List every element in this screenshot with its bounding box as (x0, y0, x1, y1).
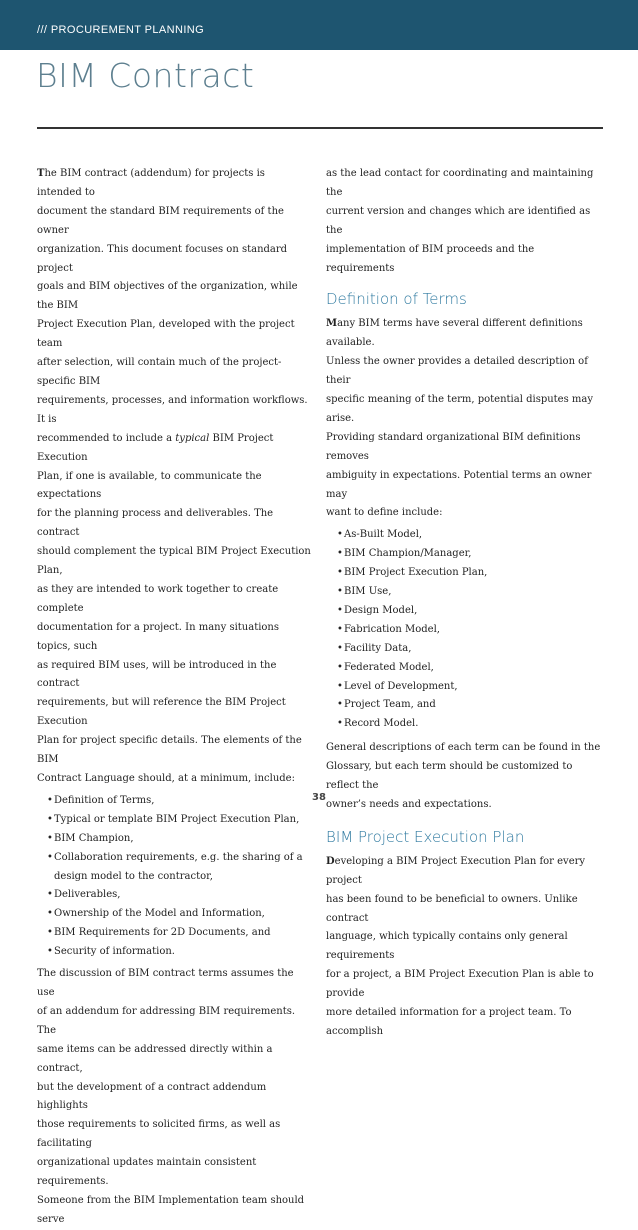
contract-elements-list (37, 792, 312, 962)
execution-plan-dropcap: D (326, 855, 335, 867)
list-item: •Level of Development, (337, 680, 458, 692)
list-item: •As-Built Model, (337, 529, 423, 541)
list-item: •Federated Model, (337, 661, 434, 673)
list-item: •BIM Project Execution Plan, (337, 567, 488, 579)
definitions-closing-paragraph: General descriptions of each term can be found in the Glossary, but each term should be customized to reflect the owner’s needs and expectations. (326, 742, 601, 810)
intro-paragraph (37, 165, 312, 789)
execution-plan-paragraph (326, 853, 604, 1042)
page-title: BIM Contract (36, 56, 255, 95)
list-item: •Facility Data, (337, 642, 412, 654)
intro-dropcap: T (37, 168, 45, 179)
bim-execution-plan-heading: BIM Project Execution Plan (326, 827, 525, 846)
right-column (326, 165, 604, 1042)
terms-list (326, 526, 604, 734)
definitions-dropcap: M (326, 318, 338, 330)
list-item: •Project Team, and (337, 699, 436, 711)
section-label: /// PROCUREMENT PLANNING (37, 24, 205, 36)
continuation-paragraph: as the lead contact for coordinating and maintaining the current version and changes which are identified as the implementation of BIM proceeds and the requirements (326, 168, 594, 274)
list-item: •Deliverables, (47, 889, 121, 901)
list-item: •Design Model, (337, 604, 418, 616)
intro-text-part2: BIM Project Execution Plan, if one is available, to communicate the expectations for the planning process and deliverables. The contract should complement the typical BIM Project Execution Plan, as they are intended to work together to create complete documentation for a project. In many situations topics, such as required BIM uses, will be introduced in the contract requirements, but will reference the BIM Project Execution Plan for project specific details. The elements of the BIM Contract Language should, at a minimum, include: (37, 432, 311, 784)
execution-plan-text: eveloping a BIM Project Execution Plan for every project has been found to be beneficial to owners. Unlike contract language, which typically contains only general requirements for a project, a BIM Project Execution Plan is able to provide more detailed information for a project team. To accomplish (326, 855, 594, 1037)
definitions-text: any BIM terms have several different definitions available. Unless the owner provides a detailed description of their specific meaning of the term, potential disputes may arise. Providing standard organizational BIM definitions removes ambiguity in expectations. Potential terms an owner may want to define include: (326, 318, 594, 519)
list-item: •Fabrication Model, (337, 623, 440, 635)
list-item: •BIM Champion/Manager, (337, 548, 472, 560)
intro-italic-typical: typical (175, 432, 210, 444)
definitions-paragraph (326, 315, 604, 523)
title-divider (37, 127, 603, 129)
list-item: •Ownership of the Model and Information, (47, 908, 265, 920)
list-item: •Record Model. (337, 718, 419, 730)
page-number: 38 (312, 792, 326, 803)
list-item: •Definition of Terms, (47, 794, 155, 806)
header-band (0, 0, 638, 50)
left-column (37, 165, 312, 1230)
list-item: •BIM Champion, (47, 832, 134, 844)
list-item: •BIM Use, (337, 586, 392, 598)
closing-paragraph: The discussion of BIM contract terms assumes the use of an addendum for addressing BIM requirements. The same items can be addressed directly within a contract, but the development of a contract addendum highlights those requirements to solicited firms, as well as facilitating organizational updates maintain consistent requirements. Someone from the BIM Implementation team should serve (37, 968, 305, 1225)
list-item: •Collaboration requirements, e.g. the sharing of a design model to the contractor, (47, 851, 303, 882)
definition-of-terms-heading: Definition of Terms (326, 290, 467, 309)
intro-text-part1: he BIM contract (addendum) for projects is intended to document the standard BIM requirements of the owner organization. This document focuses on standard project goals and BIM objectives of the organization, while the BIM Project Execution Plan, developed with the project team after selection, will contain much of the project-specific BIM requirements, processes, and information workflows. It is recommended to include a (37, 168, 308, 444)
list-item: •Typical or template BIM Project Execution Plan, (47, 813, 300, 825)
list-item: •BIM Requirements for 2D Documents, and (47, 927, 271, 939)
list-item: •Security of information. (47, 946, 175, 958)
